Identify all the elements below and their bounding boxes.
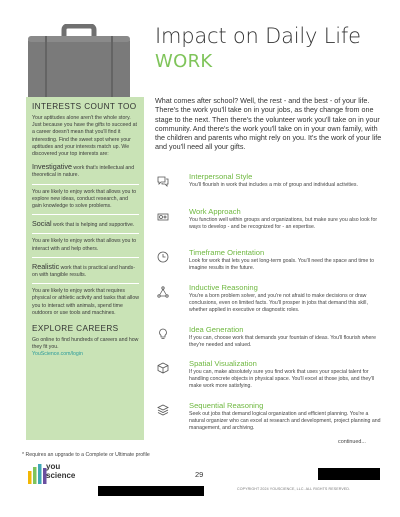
explore-text: Go online to find hundreds of careers and how they fit you. YouScience.com/login <box>32 337 139 358</box>
interest-name: Investigative <box>32 162 72 172</box>
explore-link[interactable]: YouScience.com/login <box>32 351 83 358</box>
interest-item <box>32 163 139 179</box>
network-icon <box>157 286 169 298</box>
divider <box>32 257 139 258</box>
interest-detail: You are likely to enjoy work that requires physical or athletic activity and tasks that allow you to interact with animals, spend time outdoors or use tools and machines. <box>32 288 139 316</box>
trait-name: Work Approach <box>189 207 241 216</box>
interest-summary: work that is helping and supportive. <box>51 222 135 229</box>
intro-paragraph: What comes after school? Well, the rest - and the best - of your life. There's the work you'll take on in your jobs, as they change from one stage to the next. Then there's the volunteer work you'll take on in your community. And there's the work you'll take on in your own family, with the children and parents who might rely on you. It's the work of your life and you'll need all your gifts. <box>155 96 382 152</box>
interest-item <box>32 220 139 229</box>
interests-sidebar <box>26 97 144 440</box>
interest-name: Social <box>32 219 52 229</box>
divider <box>32 214 139 215</box>
trait-name: Sequential Reasoning <box>189 401 264 410</box>
trait-description: Look for work that lets you set long-term goals. You'll need the space and time to imagine results in the future. <box>189 258 374 272</box>
interest-summary: work that is practical and hands-on with tangible results. <box>32 264 136 279</box>
trait-description: If you can, make absolutely sure you find work that uses your special talent for handling concrete objects in physical space. You'll excel at those jobs, and they'll make work more satisfying. <box>189 369 375 390</box>
redaction-block <box>98 486 204 496</box>
divider <box>32 233 139 234</box>
trait-description: You'll flourish in work that includes a mix of group and individual activities. <box>189 182 358 188</box>
trait-name: Interpersonal Style <box>189 172 253 181</box>
sidebar-heading: INTERESTS COUNT TOO <box>32 102 137 111</box>
trait-name: Timeframe Orientation <box>189 248 265 257</box>
interest-summary: work that's intellectual and theoretical in nature. <box>32 165 135 179</box>
divider <box>32 283 139 284</box>
redaction-block <box>318 468 380 480</box>
interest-item <box>32 263 139 279</box>
layers-icon <box>157 404 169 416</box>
page-title: Impact on Daily Life <box>155 24 361 48</box>
trait-description: You function well within groups and organizations, but make sure you also look for ways to develop - and be recognized for - an expertise. <box>189 217 378 231</box>
trait-name: Idea Generation <box>189 325 244 334</box>
gears-icon <box>157 210 169 222</box>
continued-note: continued... <box>338 439 366 445</box>
lightbulb-icon <box>157 328 169 340</box>
trait-description: If you can, choose work that demands your fountain of ideas. You'll flourish where they're needed and valued. <box>189 335 376 349</box>
explore-heading: EXPLORE CAREERS <box>32 324 119 334</box>
copyright: COPYRIGHT 2024 YOUSCIENCE, LLC. ALL RIGHTS RESERVED. <box>237 487 351 491</box>
trait-name: Spatial Visualization <box>189 359 257 368</box>
page-number: 29 <box>195 470 204 479</box>
interest-name: Realistic <box>32 261 60 271</box>
footnote: * Requires an upgrade to a Complete or Ultimate profile <box>22 452 150 458</box>
trait-description: Seek out jobs that demand logical organization and efficient planning. You're a natural organizer who can excel at research and development, project planning and management, and archiving. <box>189 411 381 432</box>
divider <box>32 184 139 185</box>
trait-description: You're a born problem solver, and you're not afraid to make decisions or draw conclusions, even on limited facts. You'll prosper in jobs that demand this skill, whether applied in executive or diagnostic roles. <box>189 293 368 314</box>
logo-wordmark: you science <box>46 462 76 480</box>
cube-icon <box>157 362 169 374</box>
page-subtitle: WORK <box>155 51 213 72</box>
speech-bubbles-icon <box>157 175 169 187</box>
sidebar-intro: Your aptitudes alone aren't the whole story. Just because you have the gifts to succeed at a career doesn't mean that you'll find it interesting. Find the sweet spot where your aptitudes and your interests match up. We discovered your top interests are: <box>32 115 137 158</box>
clock-icon <box>157 251 169 263</box>
interest-detail: You are likely to enjoy work that allows you to explore new ideas, conduct research, and gain knowledge to solve problems. <box>32 188 137 210</box>
interest-detail: You are likely to enjoy work that allows you to interact with and help others. <box>32 238 137 252</box>
trait-name: Inductive Reasoning <box>189 283 258 292</box>
